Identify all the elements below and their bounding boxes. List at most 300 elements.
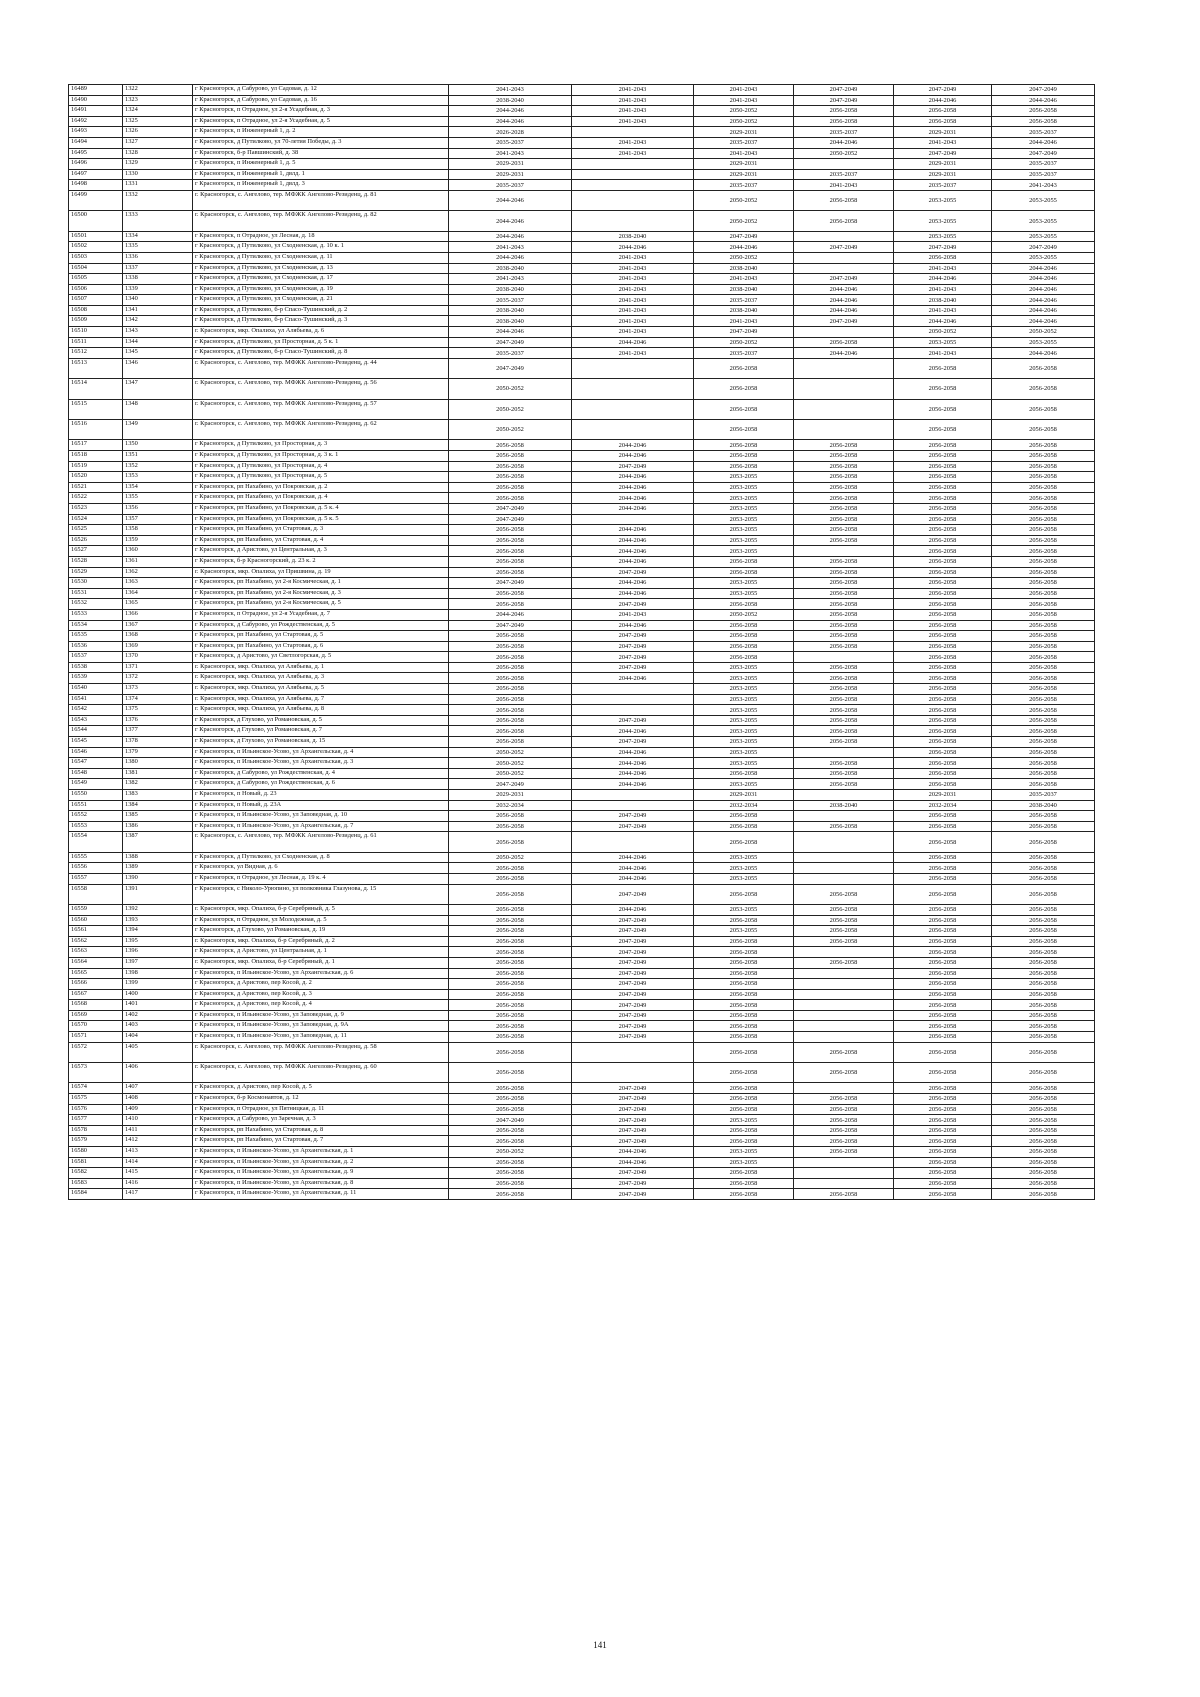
house-code-cell: 1324 xyxy=(123,106,193,117)
period-cell: 2056-2058 xyxy=(992,503,1095,514)
period-cell: 2056-2058 xyxy=(894,1136,992,1147)
period-cell: 2056-2058 xyxy=(992,662,1095,673)
table-row xyxy=(69,316,1095,327)
period-cell: 2056-2058 xyxy=(694,599,794,610)
period-cell: 2044-2046 xyxy=(992,305,1095,316)
period-cell: 2056-2058 xyxy=(694,379,794,399)
table-row xyxy=(69,1157,1095,1168)
period-cell: 2056-2058 xyxy=(992,440,1095,451)
period-cell: 2056-2058 xyxy=(794,684,894,695)
period-cell: 2056-2058 xyxy=(449,1189,572,1200)
address-cell: г. Красногорск, с. Ангелово, тер. МФЖК Ангелово-Резиденц, д. 44 xyxy=(193,358,449,378)
table-row xyxy=(69,493,1095,504)
address-cell: г. Красногорск, мкр. Опалиха, ул Алябьева, д. 7 xyxy=(193,694,449,705)
period-cell: 2044-2046 xyxy=(894,274,992,285)
period-cell: 2056-2058 xyxy=(449,904,572,915)
period-cell: 2056-2058 xyxy=(449,1021,572,1032)
period-cell: 2056-2058 xyxy=(449,737,572,748)
period-cell: 2044-2046 xyxy=(572,726,694,737)
house-code-cell: 1369 xyxy=(123,641,193,652)
period-cell xyxy=(794,652,894,663)
period-cell: 2056-2058 xyxy=(449,968,572,979)
period-cell: 2056-2058 xyxy=(992,1189,1095,1200)
period-cell: 2044-2046 xyxy=(449,211,572,231)
row-number-cell: 16504 xyxy=(69,263,123,274)
period-cell: 2053-2055 xyxy=(694,482,794,493)
row-number-cell: 16536 xyxy=(69,641,123,652)
period-cell: 2047-2049 xyxy=(572,1178,694,1189)
house-code-cell: 1391 xyxy=(123,884,193,904)
house-code-cell: 1388 xyxy=(123,852,193,863)
period-cell: 2056-2058 xyxy=(694,1168,794,1179)
period-cell: 2056-2058 xyxy=(794,705,894,716)
house-code-cell: 1345 xyxy=(123,348,193,359)
address-cell: г Красногорск, п Отрадное, ул Лесная, д. 18 xyxy=(193,231,449,242)
period-cell: 2044-2046 xyxy=(992,284,1095,295)
address-cell: г. Красногорск, с. Ангелово, тер. МФЖК Ангелово-Резиденц, д. 58 xyxy=(193,1042,449,1062)
period-cell: 2041-2043 xyxy=(572,252,694,263)
row-number-cell: 16572 xyxy=(69,1042,123,1062)
row-number-cell: 16575 xyxy=(69,1094,123,1105)
house-code-cell: 1355 xyxy=(123,493,193,504)
period-cell: 2035-2037 xyxy=(992,169,1095,180)
period-cell xyxy=(794,989,894,1000)
house-code-cell: 1347 xyxy=(123,379,193,399)
row-number-cell: 16496 xyxy=(69,159,123,170)
period-cell: 2047-2049 xyxy=(992,242,1095,253)
period-cell: 2056-2058 xyxy=(992,979,1095,990)
address-cell: г Красногорск, п Новый, д. 23 xyxy=(193,790,449,801)
table-row xyxy=(69,379,1095,399)
row-number-cell: 16523 xyxy=(69,503,123,514)
period-cell: 2035-2037 xyxy=(449,137,572,148)
period-cell: 2056-2058 xyxy=(694,936,794,947)
period-cell: 2056-2058 xyxy=(449,1000,572,1011)
period-cell: 2041-2043 xyxy=(572,274,694,285)
row-number-cell: 16573 xyxy=(69,1063,123,1083)
period-cell: 2056-2058 xyxy=(894,1168,992,1179)
row-number-cell: 16578 xyxy=(69,1125,123,1136)
period-cell: 2041-2043 xyxy=(572,137,694,148)
period-cell: 2041-2043 xyxy=(694,316,794,327)
period-cell: 2056-2058 xyxy=(894,641,992,652)
row-number-cell: 16542 xyxy=(69,705,123,716)
period-cell: 2056-2058 xyxy=(694,358,794,378)
period-cell: 2056-2058 xyxy=(449,873,572,884)
period-cell: 2053-2055 xyxy=(992,190,1095,210)
table-row xyxy=(69,989,1095,1000)
house-code-cell: 1400 xyxy=(123,989,193,1000)
house-code-cell: 1338 xyxy=(123,274,193,285)
period-cell: 2053-2055 xyxy=(694,472,794,483)
period-cell: 2056-2058 xyxy=(794,641,894,652)
period-cell: 2044-2046 xyxy=(572,535,694,546)
period-cell: 2044-2046 xyxy=(992,137,1095,148)
address-cell: г Красногорск, д Сабурово, ул Рождественская, д. 4 xyxy=(193,768,449,779)
house-code-cell: 1326 xyxy=(123,127,193,138)
period-cell: 2047-2049 xyxy=(572,1032,694,1043)
period-cell: 2056-2058 xyxy=(894,106,992,117)
period-cell: 2056-2058 xyxy=(992,852,1095,863)
house-code-cell: 1416 xyxy=(123,1178,193,1189)
period-cell: 2053-2055 xyxy=(694,694,794,705)
row-number-cell: 16550 xyxy=(69,790,123,801)
period-cell: 2056-2058 xyxy=(992,652,1095,663)
address-cell: г Красногорск, п Инженерный 1, двлд. 3 xyxy=(193,180,449,191)
address-cell: г Красногорск, д Путилково, ул Сходненская, д. 11 xyxy=(193,252,449,263)
period-cell: 2056-2058 xyxy=(894,358,992,378)
period-cell: 2056-2058 xyxy=(694,1083,794,1094)
period-cell: 2053-2055 xyxy=(694,852,794,863)
table-row xyxy=(69,715,1095,726)
table-row xyxy=(69,684,1095,695)
period-cell xyxy=(794,1168,894,1179)
period-cell: 2035-2037 xyxy=(694,180,794,191)
address-cell: г Красногорск, д Аристово, пер Косой, д. 2 xyxy=(193,979,449,990)
period-cell: 2053-2055 xyxy=(992,337,1095,348)
period-cell: 2056-2058 xyxy=(694,915,794,926)
period-cell: 2056-2058 xyxy=(694,451,794,462)
address-cell: г Красногорск, п Отрадное, ул Пятницкая, д. 11 xyxy=(193,1104,449,1115)
period-cell: 2056-2058 xyxy=(894,116,992,127)
period-cell: 2044-2046 xyxy=(572,337,694,348)
row-number-cell: 16547 xyxy=(69,758,123,769)
table-row xyxy=(69,673,1095,684)
period-cell: 2035-2037 xyxy=(694,137,794,148)
period-cell: 2056-2058 xyxy=(992,915,1095,926)
period-cell: 2050-2052 xyxy=(694,190,794,210)
period-cell: 2056-2058 xyxy=(794,116,894,127)
house-code-cell: 1375 xyxy=(123,705,193,716)
period-cell: 2041-2043 xyxy=(449,85,572,96)
address-cell: г Красногорск, д Сабурово, ул Садовая, д. 16 xyxy=(193,95,449,106)
period-cell: 2047-2049 xyxy=(894,85,992,96)
period-cell: 2056-2058 xyxy=(694,768,794,779)
period-cell: 2035-2037 xyxy=(992,790,1095,801)
address-cell: г Красногорск, рп Нахабино, ул 2-я Космическая, д. 1 xyxy=(193,578,449,589)
row-number-cell: 16525 xyxy=(69,525,123,536)
period-cell: 2053-2055 xyxy=(894,211,992,231)
address-cell: г. Красногорск, с. Ангелово, тер. МФЖК Ангелово-Резиденц, д. 82 xyxy=(193,211,449,231)
period-cell: 2050-2052 xyxy=(449,1147,572,1158)
house-code-cell: 1395 xyxy=(123,936,193,947)
table-row xyxy=(69,620,1095,631)
period-cell: 2050-2052 xyxy=(694,106,794,117)
period-cell: 2056-2058 xyxy=(992,493,1095,504)
period-cell: 2056-2058 xyxy=(794,588,894,599)
row-number-cell: 16495 xyxy=(69,148,123,159)
period-cell: 2044-2046 xyxy=(894,95,992,106)
table-row xyxy=(69,305,1095,316)
period-cell: 2047-2049 xyxy=(572,737,694,748)
row-number-cell: 16513 xyxy=(69,358,123,378)
table-row xyxy=(69,652,1095,663)
table-row xyxy=(69,358,1095,378)
period-cell xyxy=(572,684,694,695)
period-cell xyxy=(794,873,894,884)
period-cell: 2056-2058 xyxy=(794,440,894,451)
period-cell: 2047-2049 xyxy=(572,461,694,472)
period-cell: 2050-2052 xyxy=(694,116,794,127)
period-cell: 2056-2058 xyxy=(894,989,992,1000)
period-cell: 2056-2058 xyxy=(894,904,992,915)
period-cell: 2056-2058 xyxy=(794,1125,894,1136)
row-number-cell: 16505 xyxy=(69,274,123,285)
row-number-cell: 16515 xyxy=(69,399,123,419)
house-code-cell: 1331 xyxy=(123,180,193,191)
period-cell: 2056-2058 xyxy=(449,525,572,536)
address-cell: г Красногорск, д Путилково, ул Сходненская, д. 19 xyxy=(193,284,449,295)
period-cell: 2038-2040 xyxy=(449,95,572,106)
period-cell: 2056-2058 xyxy=(794,1063,894,1083)
house-code-cell: 1376 xyxy=(123,715,193,726)
period-cell xyxy=(794,1157,894,1168)
table-row xyxy=(69,242,1095,253)
period-cell: 2041-2043 xyxy=(694,148,794,159)
period-cell: 2053-2055 xyxy=(694,873,794,884)
period-cell xyxy=(794,790,894,801)
period-cell: 2041-2043 xyxy=(572,305,694,316)
period-cell: 2053-2055 xyxy=(694,779,794,790)
table-row xyxy=(69,420,1095,440)
period-cell: 2044-2046 xyxy=(794,284,894,295)
period-cell: 2044-2046 xyxy=(572,493,694,504)
period-cell: 2050-2052 xyxy=(694,337,794,348)
period-cell: 2056-2058 xyxy=(794,461,894,472)
table-row xyxy=(69,263,1095,274)
period-cell: 2056-2058 xyxy=(992,904,1095,915)
house-code-cell: 1417 xyxy=(123,1189,193,1200)
table-row xyxy=(69,832,1095,852)
period-cell: 2047-2049 xyxy=(449,358,572,378)
period-cell xyxy=(572,790,694,801)
period-cell: 2056-2058 xyxy=(794,1115,894,1126)
period-cell: 2041-2043 xyxy=(894,305,992,316)
period-cell: 2044-2046 xyxy=(992,348,1095,359)
table-row xyxy=(69,85,1095,96)
period-cell: 2056-2058 xyxy=(694,1189,794,1200)
period-cell: 2056-2058 xyxy=(694,556,794,567)
table-row xyxy=(69,95,1095,106)
address-cell: г Красногорск, п Инженерный 1, двлд. 1 xyxy=(193,169,449,180)
row-number-cell: 16519 xyxy=(69,461,123,472)
period-cell: 2044-2046 xyxy=(572,578,694,589)
house-code-cell: 1354 xyxy=(123,482,193,493)
address-cell: г Красногорск, д Глухово, ул Романовская, д. 7 xyxy=(193,726,449,737)
table-row xyxy=(69,609,1095,620)
period-cell xyxy=(572,514,694,525)
period-cell: 2056-2058 xyxy=(894,884,992,904)
period-cell: 2056-2058 xyxy=(694,1021,794,1032)
period-cell: 2056-2058 xyxy=(449,915,572,926)
house-code-cell: 1384 xyxy=(123,800,193,811)
row-number-cell: 16560 xyxy=(69,915,123,926)
period-cell: 2047-2049 xyxy=(572,715,694,726)
period-cell: 2056-2058 xyxy=(794,567,894,578)
period-cell: 2056-2058 xyxy=(794,578,894,589)
house-code-cell: 1374 xyxy=(123,694,193,705)
period-cell: 2056-2058 xyxy=(449,662,572,673)
period-cell: 2047-2049 xyxy=(572,1083,694,1094)
period-cell: 2044-2046 xyxy=(449,609,572,620)
row-number-cell: 16492 xyxy=(69,116,123,127)
address-cell: г Красногорск, п Отрадное, ул 2-я Усадебная, д. 5 xyxy=(193,116,449,127)
period-cell: 2029-2031 xyxy=(894,790,992,801)
period-cell: 2056-2058 xyxy=(894,440,992,451)
row-number-cell: 16539 xyxy=(69,673,123,684)
house-code-cell: 1332 xyxy=(123,190,193,210)
row-number-cell: 16583 xyxy=(69,1178,123,1189)
period-cell: 2056-2058 xyxy=(449,715,572,726)
period-cell: 2038-2040 xyxy=(894,295,992,306)
period-cell: 2056-2058 xyxy=(449,884,572,904)
house-code-cell: 1404 xyxy=(123,1032,193,1043)
address-cell: г Красногорск, д Аристово, пер Косой, д. 4 xyxy=(193,1000,449,1011)
period-cell xyxy=(794,968,894,979)
period-cell: 2056-2058 xyxy=(992,399,1095,419)
period-cell: 2035-2037 xyxy=(694,348,794,359)
house-code-cell: 1406 xyxy=(123,1063,193,1083)
period-cell xyxy=(794,358,894,378)
period-cell xyxy=(794,811,894,822)
row-number-cell: 16516 xyxy=(69,420,123,440)
row-number-cell: 16529 xyxy=(69,567,123,578)
period-cell: 2056-2058 xyxy=(894,599,992,610)
row-number-cell: 16545 xyxy=(69,737,123,748)
period-cell: 2041-2043 xyxy=(894,348,992,359)
period-cell xyxy=(794,1000,894,1011)
row-number-cell: 16537 xyxy=(69,652,123,663)
address-cell: г Красногорск, п Отрадное, ул 2-я Усадебная, д. 7 xyxy=(193,609,449,620)
period-cell: 2056-2058 xyxy=(894,832,992,852)
period-cell: 2056-2058 xyxy=(894,525,992,536)
period-cell xyxy=(572,705,694,716)
period-cell: 2056-2058 xyxy=(794,662,894,673)
period-cell: 2029-2031 xyxy=(694,159,794,170)
period-cell: 2050-2052 xyxy=(449,758,572,769)
house-code-cell: 1339 xyxy=(123,284,193,295)
period-cell: 2041-2043 xyxy=(449,242,572,253)
row-number-cell: 16494 xyxy=(69,137,123,148)
row-number-cell: 16553 xyxy=(69,821,123,832)
table-row xyxy=(69,348,1095,359)
row-number-cell: 16544 xyxy=(69,726,123,737)
house-code-cell: 1410 xyxy=(123,1115,193,1126)
period-cell: 2044-2046 xyxy=(572,503,694,514)
period-cell: 2053-2055 xyxy=(694,525,794,536)
period-cell: 2053-2055 xyxy=(992,231,1095,242)
period-cell: 2056-2058 xyxy=(449,599,572,610)
house-code-cell: 1401 xyxy=(123,1000,193,1011)
period-cell: 2056-2058 xyxy=(992,106,1095,117)
address-cell: г Красногорск, п Отрадное, ул Молодежная, д. 5 xyxy=(193,915,449,926)
period-cell: 2029-2031 xyxy=(449,790,572,801)
period-cell: 2035-2037 xyxy=(794,169,894,180)
period-cell: 2056-2058 xyxy=(449,832,572,852)
period-cell: 2056-2058 xyxy=(794,726,894,737)
period-cell: 2056-2058 xyxy=(449,652,572,663)
period-cell: 2044-2046 xyxy=(449,231,572,242)
period-cell: 2056-2058 xyxy=(992,926,1095,937)
table-row xyxy=(69,1010,1095,1021)
row-number-cell: 16491 xyxy=(69,106,123,117)
address-cell: г Красногорск, п Ильинское-Усово, ул Архангельская, д. 11 xyxy=(193,1189,449,1200)
house-code-cell: 1356 xyxy=(123,503,193,514)
row-number-cell: 16566 xyxy=(69,979,123,990)
period-cell: 2056-2058 xyxy=(794,535,894,546)
period-cell: 2038-2040 xyxy=(794,800,894,811)
row-number-cell: 16543 xyxy=(69,715,123,726)
period-cell: 2041-2043 xyxy=(572,106,694,117)
period-cell: 2050-2052 xyxy=(449,747,572,758)
table-row xyxy=(69,1147,1095,1158)
table-row xyxy=(69,472,1095,483)
house-code-cell: 1346 xyxy=(123,358,193,378)
row-number-cell: 16498 xyxy=(69,180,123,191)
row-number-cell: 16576 xyxy=(69,1104,123,1115)
period-cell: 2056-2058 xyxy=(992,461,1095,472)
house-code-cell: 1389 xyxy=(123,863,193,874)
period-cell: 2056-2058 xyxy=(694,1063,794,1083)
period-cell: 2056-2058 xyxy=(449,567,572,578)
period-cell: 2044-2046 xyxy=(572,673,694,684)
period-cell xyxy=(794,399,894,419)
period-cell: 2044-2046 xyxy=(572,852,694,863)
period-cell: 2056-2058 xyxy=(794,1104,894,1115)
period-cell: 2056-2058 xyxy=(992,832,1095,852)
address-cell: г Красногорск, б-р Космонавтов, д. 12 xyxy=(193,1094,449,1105)
address-cell: г Красногорск, д Путилково, ул Просторная, д. 5 к. 1 xyxy=(193,337,449,348)
period-cell: 2044-2046 xyxy=(449,252,572,263)
house-code-cell: 1372 xyxy=(123,673,193,684)
period-cell: 2047-2049 xyxy=(449,514,572,525)
period-cell: 2044-2046 xyxy=(894,316,992,327)
period-cell: 2056-2058 xyxy=(894,936,992,947)
table-row xyxy=(69,211,1095,231)
address-cell: г. Красногорск, мкр. Опалиха, б-р Серебряный, д. 2 xyxy=(193,936,449,947)
period-cell: 2047-2049 xyxy=(449,620,572,631)
house-code-cell: 1367 xyxy=(123,620,193,631)
period-cell: 2056-2058 xyxy=(894,620,992,631)
period-cell: 2044-2046 xyxy=(794,295,894,306)
period-cell: 2056-2058 xyxy=(894,652,992,663)
table-row xyxy=(69,811,1095,822)
house-code-cell: 1399 xyxy=(123,979,193,990)
period-cell: 2041-2043 xyxy=(449,148,572,159)
period-cell: 2044-2046 xyxy=(992,295,1095,306)
table-row xyxy=(69,1083,1095,1094)
period-cell: 2056-2058 xyxy=(449,440,572,451)
period-cell: 2056-2058 xyxy=(894,662,992,673)
address-cell: г Красногорск, д Аристово, ул Светлогорская, д. 5 xyxy=(193,652,449,663)
period-cell: 2047-2049 xyxy=(572,979,694,990)
period-cell: 2056-2058 xyxy=(449,1157,572,1168)
row-number-cell: 16581 xyxy=(69,1157,123,1168)
period-cell: 2056-2058 xyxy=(992,472,1095,483)
period-cell: 2044-2046 xyxy=(794,305,894,316)
period-cell: 2056-2058 xyxy=(992,1032,1095,1043)
period-cell: 2047-2049 xyxy=(572,1125,694,1136)
period-cell: 2044-2046 xyxy=(572,768,694,779)
period-cell: 2056-2058 xyxy=(794,514,894,525)
period-cell: 2056-2058 xyxy=(992,936,1095,947)
period-cell: 2041-2043 xyxy=(449,274,572,285)
period-cell: 2047-2049 xyxy=(794,95,894,106)
period-cell: 2053-2055 xyxy=(694,662,794,673)
register-table-body xyxy=(69,85,1095,1200)
period-cell: 2056-2058 xyxy=(992,567,1095,578)
period-cell: 2029-2031 xyxy=(449,159,572,170)
